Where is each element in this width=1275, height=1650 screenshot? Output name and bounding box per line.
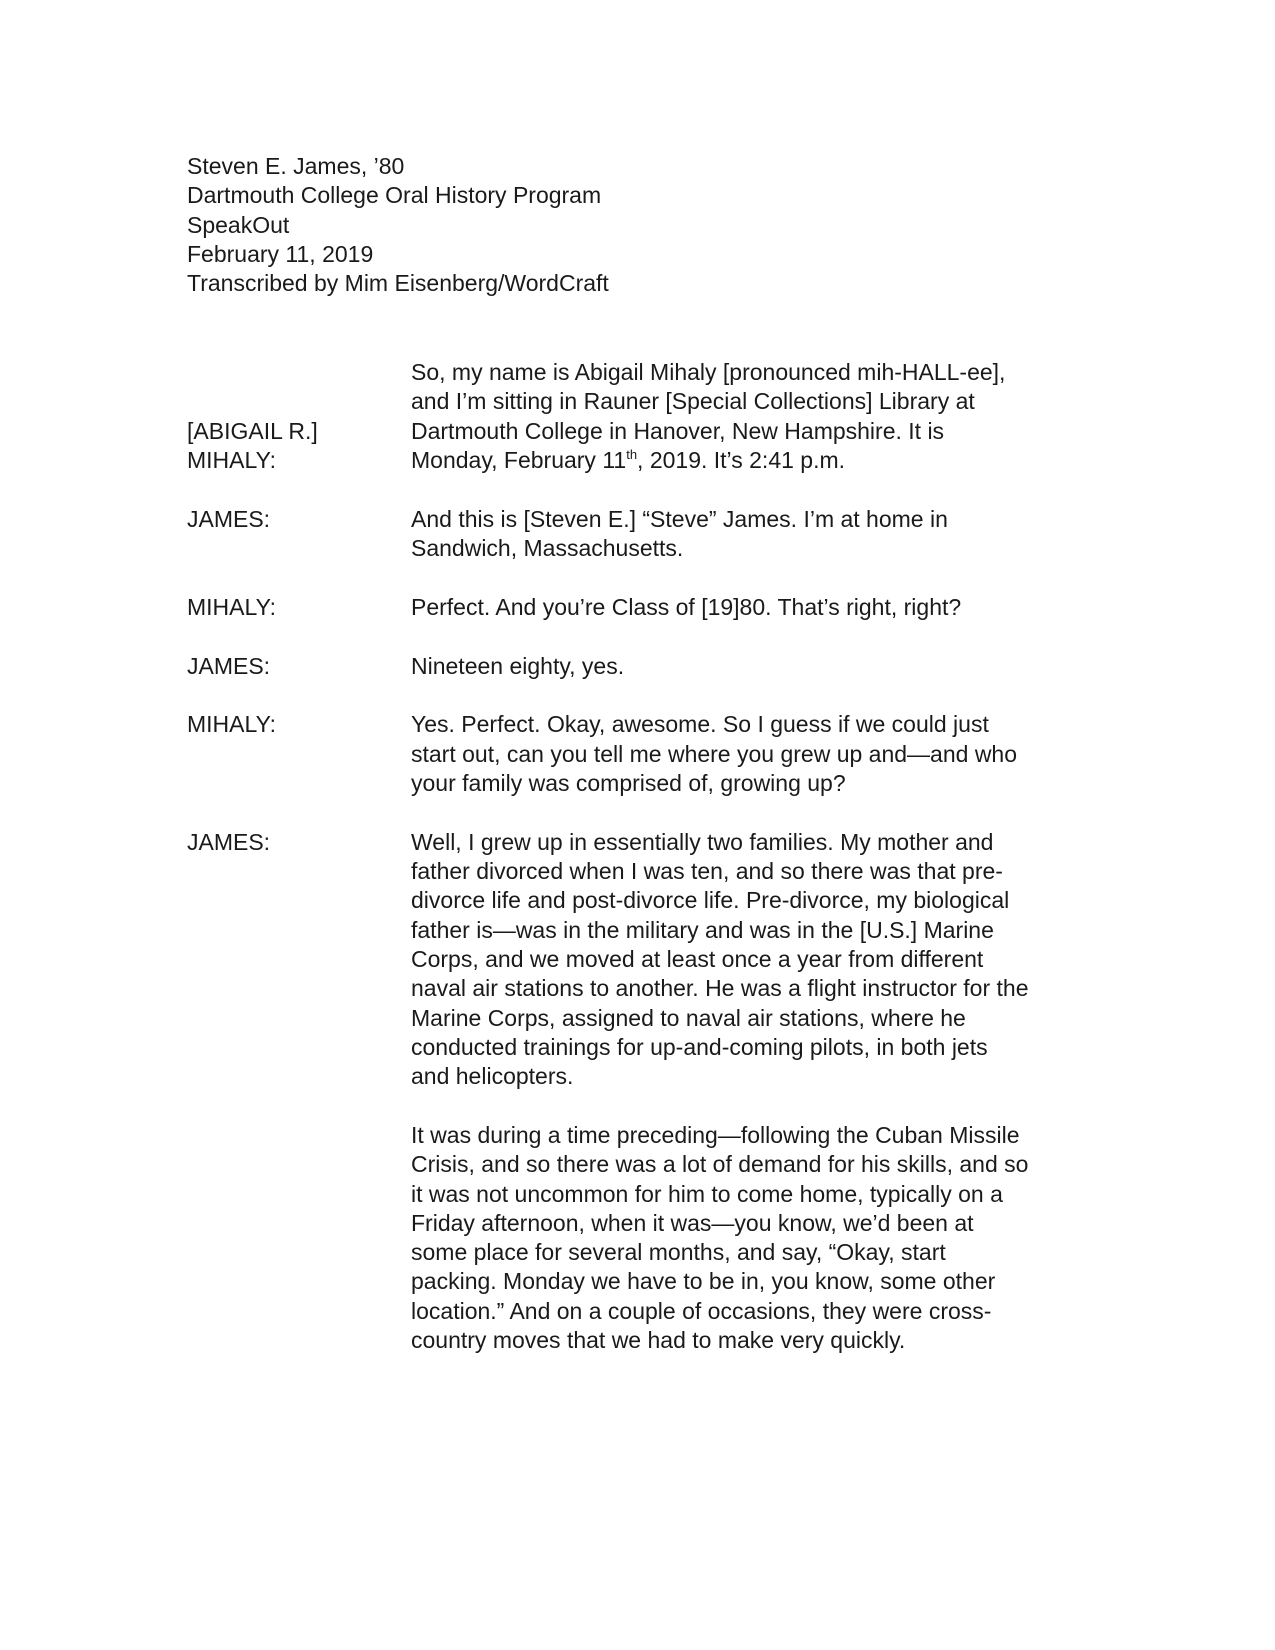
speech-line: conducted trainings for up-and-coming pilots, in both jets [411,1033,988,1060]
speech-line: Well, I grew up in essentially two families. My mother and [411,828,994,855]
transcript-header [187,152,1087,298]
speaker-label-line: MIHALY: [187,446,277,473]
header-project: SpeakOut [187,211,290,238]
speech-line: your family was comprised of, growing up? [411,769,846,796]
speech-line: Crisis, and so there was a lot of demand for his skills, and so [411,1151,1029,1178]
speech-line: And this is [Steven E.] “Steve” James. I’m at home in [411,505,948,532]
speech-line: start out, can you tell me where you grew up and—and who [411,740,1018,767]
header-interviewee: Steven E. James, ’80 [187,153,405,179]
dialogue-turn [187,358,1087,475]
header-transcriber: Transcribed by Mim Eisenberg/WordCraft [187,270,609,297]
dialogue-turn [187,652,1087,681]
dialogue-turn [187,828,1087,1356]
speech-line: father divorced when I was ten, and so there was that pre- [411,858,1003,885]
dialogue-turn [187,710,1087,798]
speech-text [411,710,1087,798]
speech-paragraph [411,593,1087,622]
speech-line: Nineteen eighty, yes. [411,652,625,679]
dialogue-turn [187,505,1087,564]
speech-line: Marine Corps, assigned to naval air stations, where he [411,1004,966,1031]
date-time-text: , 2019. It’s 2:41 p.m. [637,446,846,473]
speech-line: Friday afternoon, when it was—you know, we’d been at [411,1209,974,1236]
speech-line: naval air stations to another. He was a flight instructor for the [411,975,1029,1002]
speech-paragraph [411,652,1087,681]
speech-line: Dartmouth College in Hanover, New Hampshire. It is [411,417,945,444]
speech-line: country moves that we had to make very quickly. [411,1327,906,1354]
speech-text [411,505,1087,564]
speech-text [411,593,1087,622]
speech-line: some place for several months, and say, “Okay, start [411,1239,946,1266]
speech-line: father is—was in the military and was in the [U.S.] Marine [411,916,994,943]
speech-line: packing. Monday we have to be in, you know, some other [411,1268,996,1295]
speech-line: Corps, and we moved at least once a year from different [411,945,984,972]
date-text: Monday, February 11 [411,446,627,473]
speaker-label [187,417,411,476]
speech-paragraph [411,505,1087,564]
speech-line: and helicopters. [411,1063,574,1090]
speaker-label: MIHALY: [187,593,277,620]
speech-line: it was not uncommon for him to come home, typically on a [411,1180,1003,1207]
speech-line: location.” And on a couple of occasions, they were cross- [411,1297,992,1324]
speech-text [411,652,1087,681]
speech-paragraph [411,1121,1087,1355]
speech-line: divorce life and post-divorce life. Pre-divorce, my biological [411,887,1010,914]
speech-line: Perfect. And you’re Class of [19]80. That’s right, right? [411,593,962,620]
speech-line: Yes. Perfect. Okay, awesome. So I guess if we could just [411,711,989,738]
speech-text [411,828,1087,1356]
speaker-label: JAMES: [187,828,271,855]
ordinal-suffix: th [626,446,638,462]
speech-paragraph [411,710,1087,798]
header-program: Dartmouth College Oral History Program [187,182,602,209]
speaker-label: JAMES: [187,652,271,679]
speaker-label: JAMES: [187,505,271,532]
dialogue-turn [187,593,1087,622]
speaker-label: MIHALY: [187,711,277,738]
speech-line: So, my name is Abigail Mihaly [pronounced mih-HALL-ee], [411,359,1006,385]
speech-text [411,358,1087,475]
speaker-label-line: [ABIGAIL R.] [187,417,318,444]
speech-line: Sandwich, Massachusetts. [411,534,684,561]
transcript-body [187,358,1087,1385]
speech-paragraph [411,358,1087,475]
speech-line [411,446,1087,475]
speech-paragraph [411,828,1087,1092]
speech-line: and I’m sitting in Rauner [Special Collections] Library at [411,388,975,415]
header-date: February 11, 2019 [187,240,374,267]
speech-line: It was during a time preceding—following the Cuban Missile [411,1121,1020,1148]
